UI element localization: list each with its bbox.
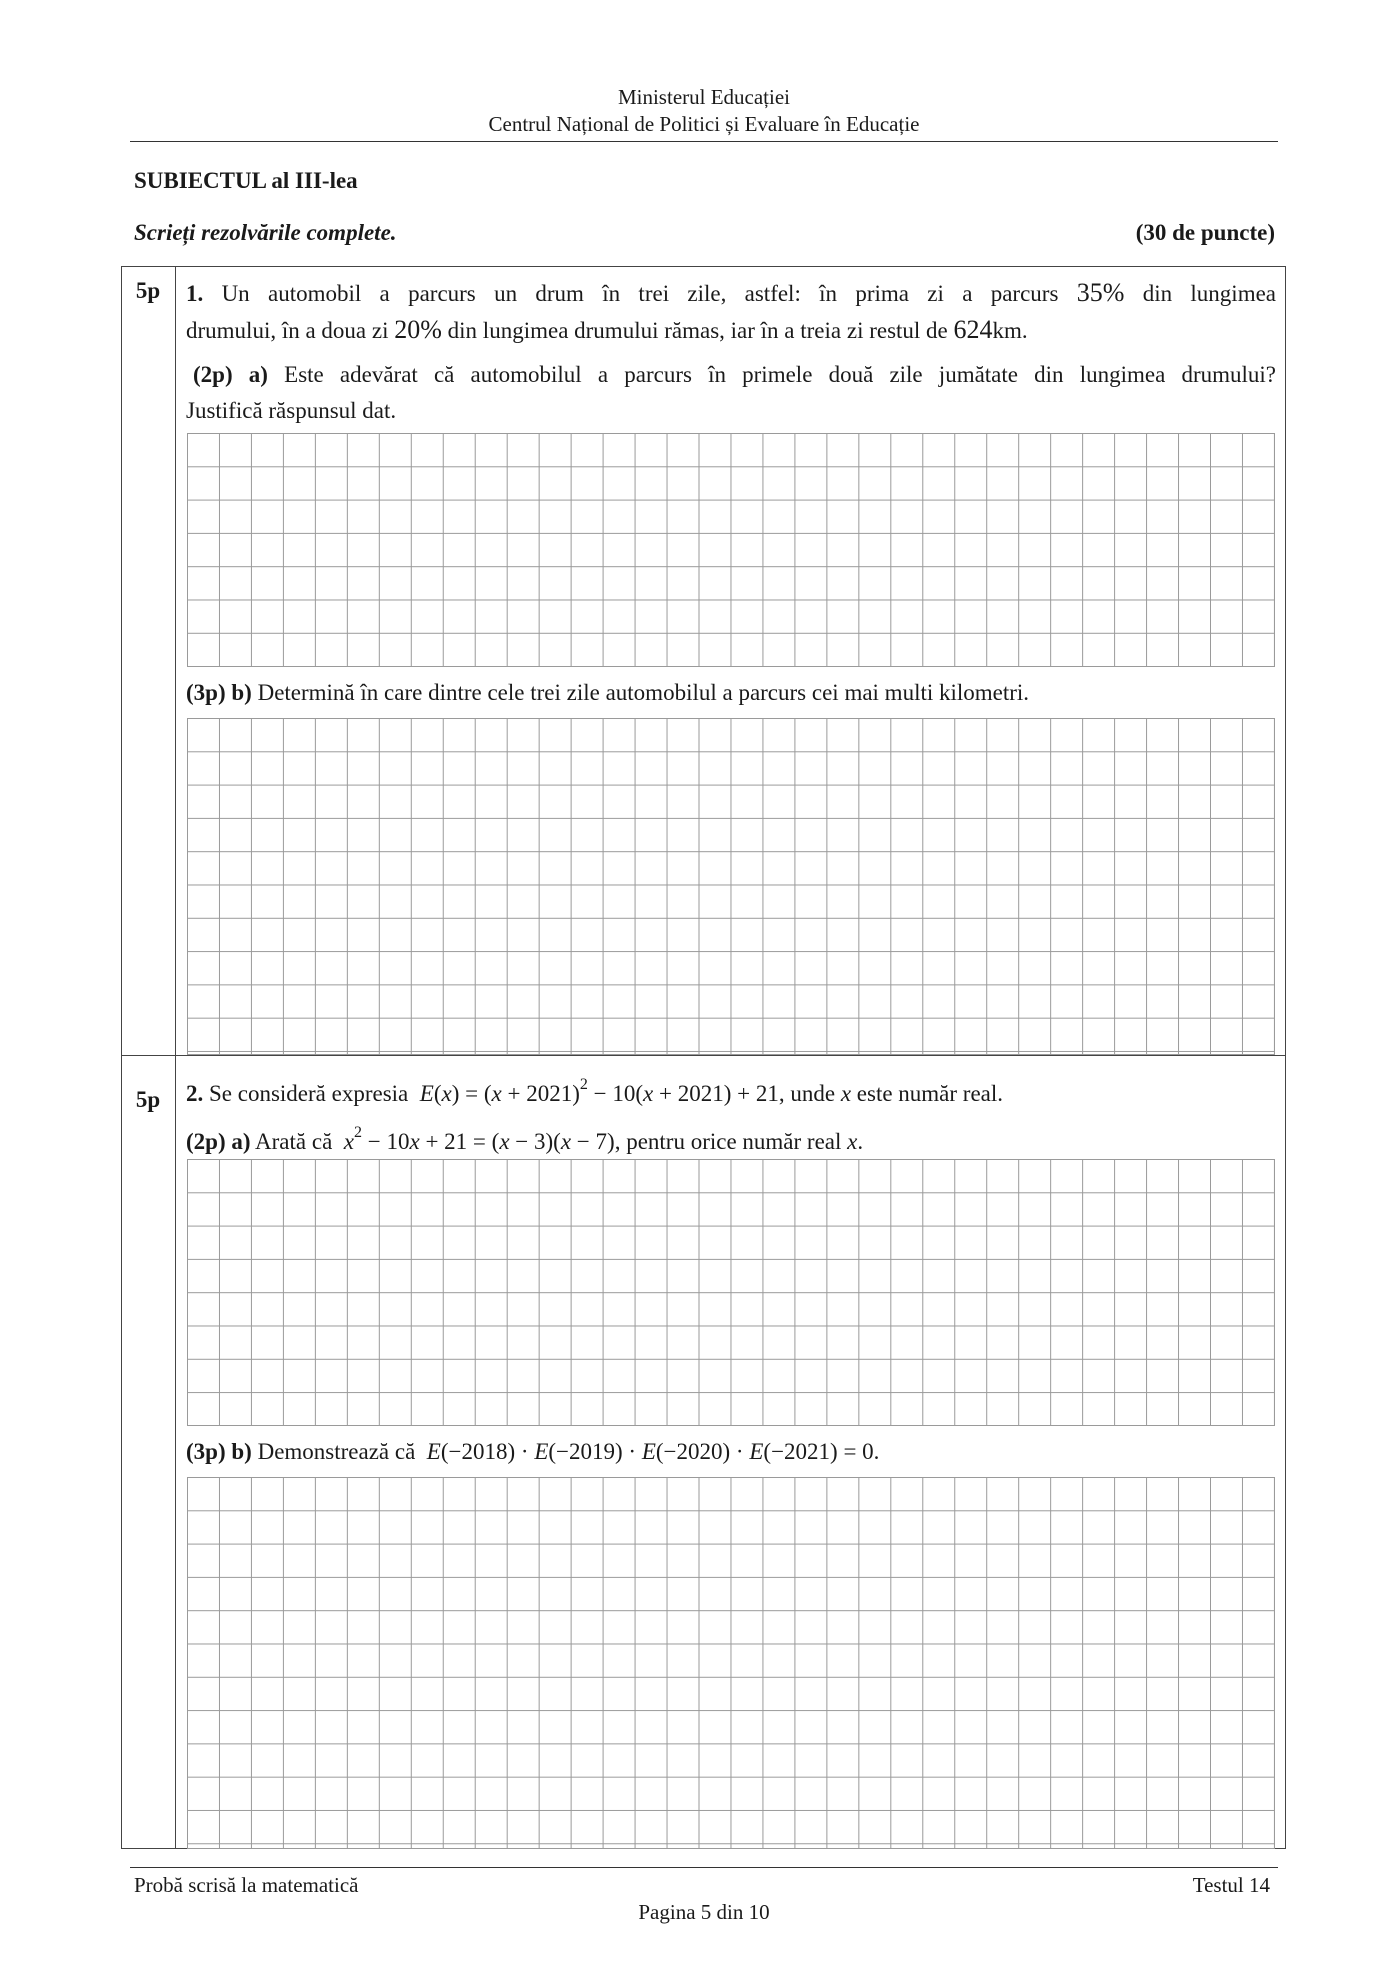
problem-1-percent-2: 20%: [394, 315, 442, 344]
problem-1-points: 5p: [135, 278, 161, 303]
problem-2a-text-end: .: [857, 1129, 864, 1154]
problem-1-text-1-end: din lungimea: [1142, 281, 1277, 306]
problem-2b-text-end: .: [873, 1439, 880, 1464]
header-divider: [130, 141, 1278, 142]
problem-1a-text: Este adevărat că automobilul a parcurs în primele două zile jumătate din lungimea drumului?: [284, 362, 1277, 387]
footer-exam-name: Probă scrisă la matematică: [134, 1873, 359, 1897]
problem-2a: [186, 1114, 1276, 1160]
subject-title: SUBIECTUL al III-lea: [134, 168, 358, 193]
answer-grid-2a[interactable]: [187, 1159, 1275, 1426]
problem-2a-identity: $x^2 - 10x + 21 = (x - 3)(x - 7)$: [343, 1124, 615, 1154]
problem-2b-text-pre: Demonstrează că: [257, 1439, 416, 1464]
problem-2-points: 5p: [135, 1087, 161, 1112]
problem-2-expression: $E(x) = (x + 2021)^2 - 10(x + 2021) + 21$: [419, 1076, 779, 1106]
problem-2-text-end: este număr real.: [856, 1081, 1004, 1106]
answer-grid-2b[interactable]: [187, 1477, 1275, 1849]
problem-1a-points: (2p): [193, 362, 233, 387]
answer-grid-1a[interactable]: [187, 433, 1275, 667]
footer-page-number: Pagina 5 din 10: [638, 1900, 770, 1924]
points-column-divider: [175, 266, 176, 1849]
problem-1-unit: km.: [992, 318, 1028, 343]
problem-1b: [186, 674, 1276, 711]
problem-1-text-2a: drumului, în a doua zi: [186, 318, 389, 343]
problem-2-number: 2.: [186, 1081, 204, 1106]
problem-1-statement-line1: [186, 274, 1276, 312]
problem-1b-label: b): [231, 680, 252, 705]
problem-2b-points: (3p): [186, 1439, 226, 1464]
problem-2a-label: a): [231, 1129, 251, 1154]
problem-2-statement: [186, 1066, 1276, 1112]
points-total: (30 de puncte): [1135, 220, 1275, 245]
answer-grid-1b[interactable]: [187, 718, 1275, 1055]
problem-2b-product: E(−2018) · E(−2019) · E(−2020) · E(−2021) = 0: [426, 1439, 874, 1464]
problem-2a-points: (2p): [186, 1129, 226, 1154]
document-header: [130, 84, 1278, 138]
problem-2-text-post: , unde: [778, 1081, 836, 1106]
problem-1-percent-1: 35%: [1076, 278, 1125, 307]
problem-1-text-2b: din lungimea drumului rămas, iar în a treia zi restul de: [447, 318, 948, 343]
problem-row-divider: [121, 1055, 1286, 1056]
problem-1b-text: Determină în care dintre cele trei zile automobilul a parcurs cei mai multi kilometri.: [257, 680, 1030, 705]
problem-2b: [186, 1433, 1276, 1470]
problem-1a-label: a): [248, 362, 268, 387]
problem-1-statement-line2: [186, 311, 1276, 349]
footer-divider: [130, 1867, 1278, 1868]
problem-2-text-pre: Se consideră expresia: [209, 1081, 409, 1106]
instructions: Scrieți rezolvările complete.: [134, 220, 397, 245]
problem-1-text-1: Un automobil a parcurs un drum în trei zile, astfel: în prima zi a parcurs: [221, 281, 1059, 306]
problem-2a-variable: x: [847, 1129, 858, 1154]
center-name: Centrul Național de Politici și Evaluare în Educație: [488, 112, 920, 136]
footer-test-number: Testul 14: [1192, 1873, 1270, 1897]
problem-2-variable: x: [840, 1081, 852, 1106]
problem-2b-label: b): [231, 1439, 252, 1464]
problem-2a-text-pre: Arată că: [255, 1129, 333, 1154]
problem-1a-text-2: Justifică răspunsul dat.: [186, 398, 397, 423]
problem-1b-points: (3p): [186, 680, 226, 705]
ministry-name: Ministerul Educației: [617, 85, 791, 109]
problem-2a-text-post: , pentru orice număr real: [614, 1129, 842, 1154]
problem-1a-line1: [193, 356, 1276, 393]
problem-1-number: 1.: [186, 281, 204, 306]
problem-1-distance: 624: [953, 315, 993, 344]
